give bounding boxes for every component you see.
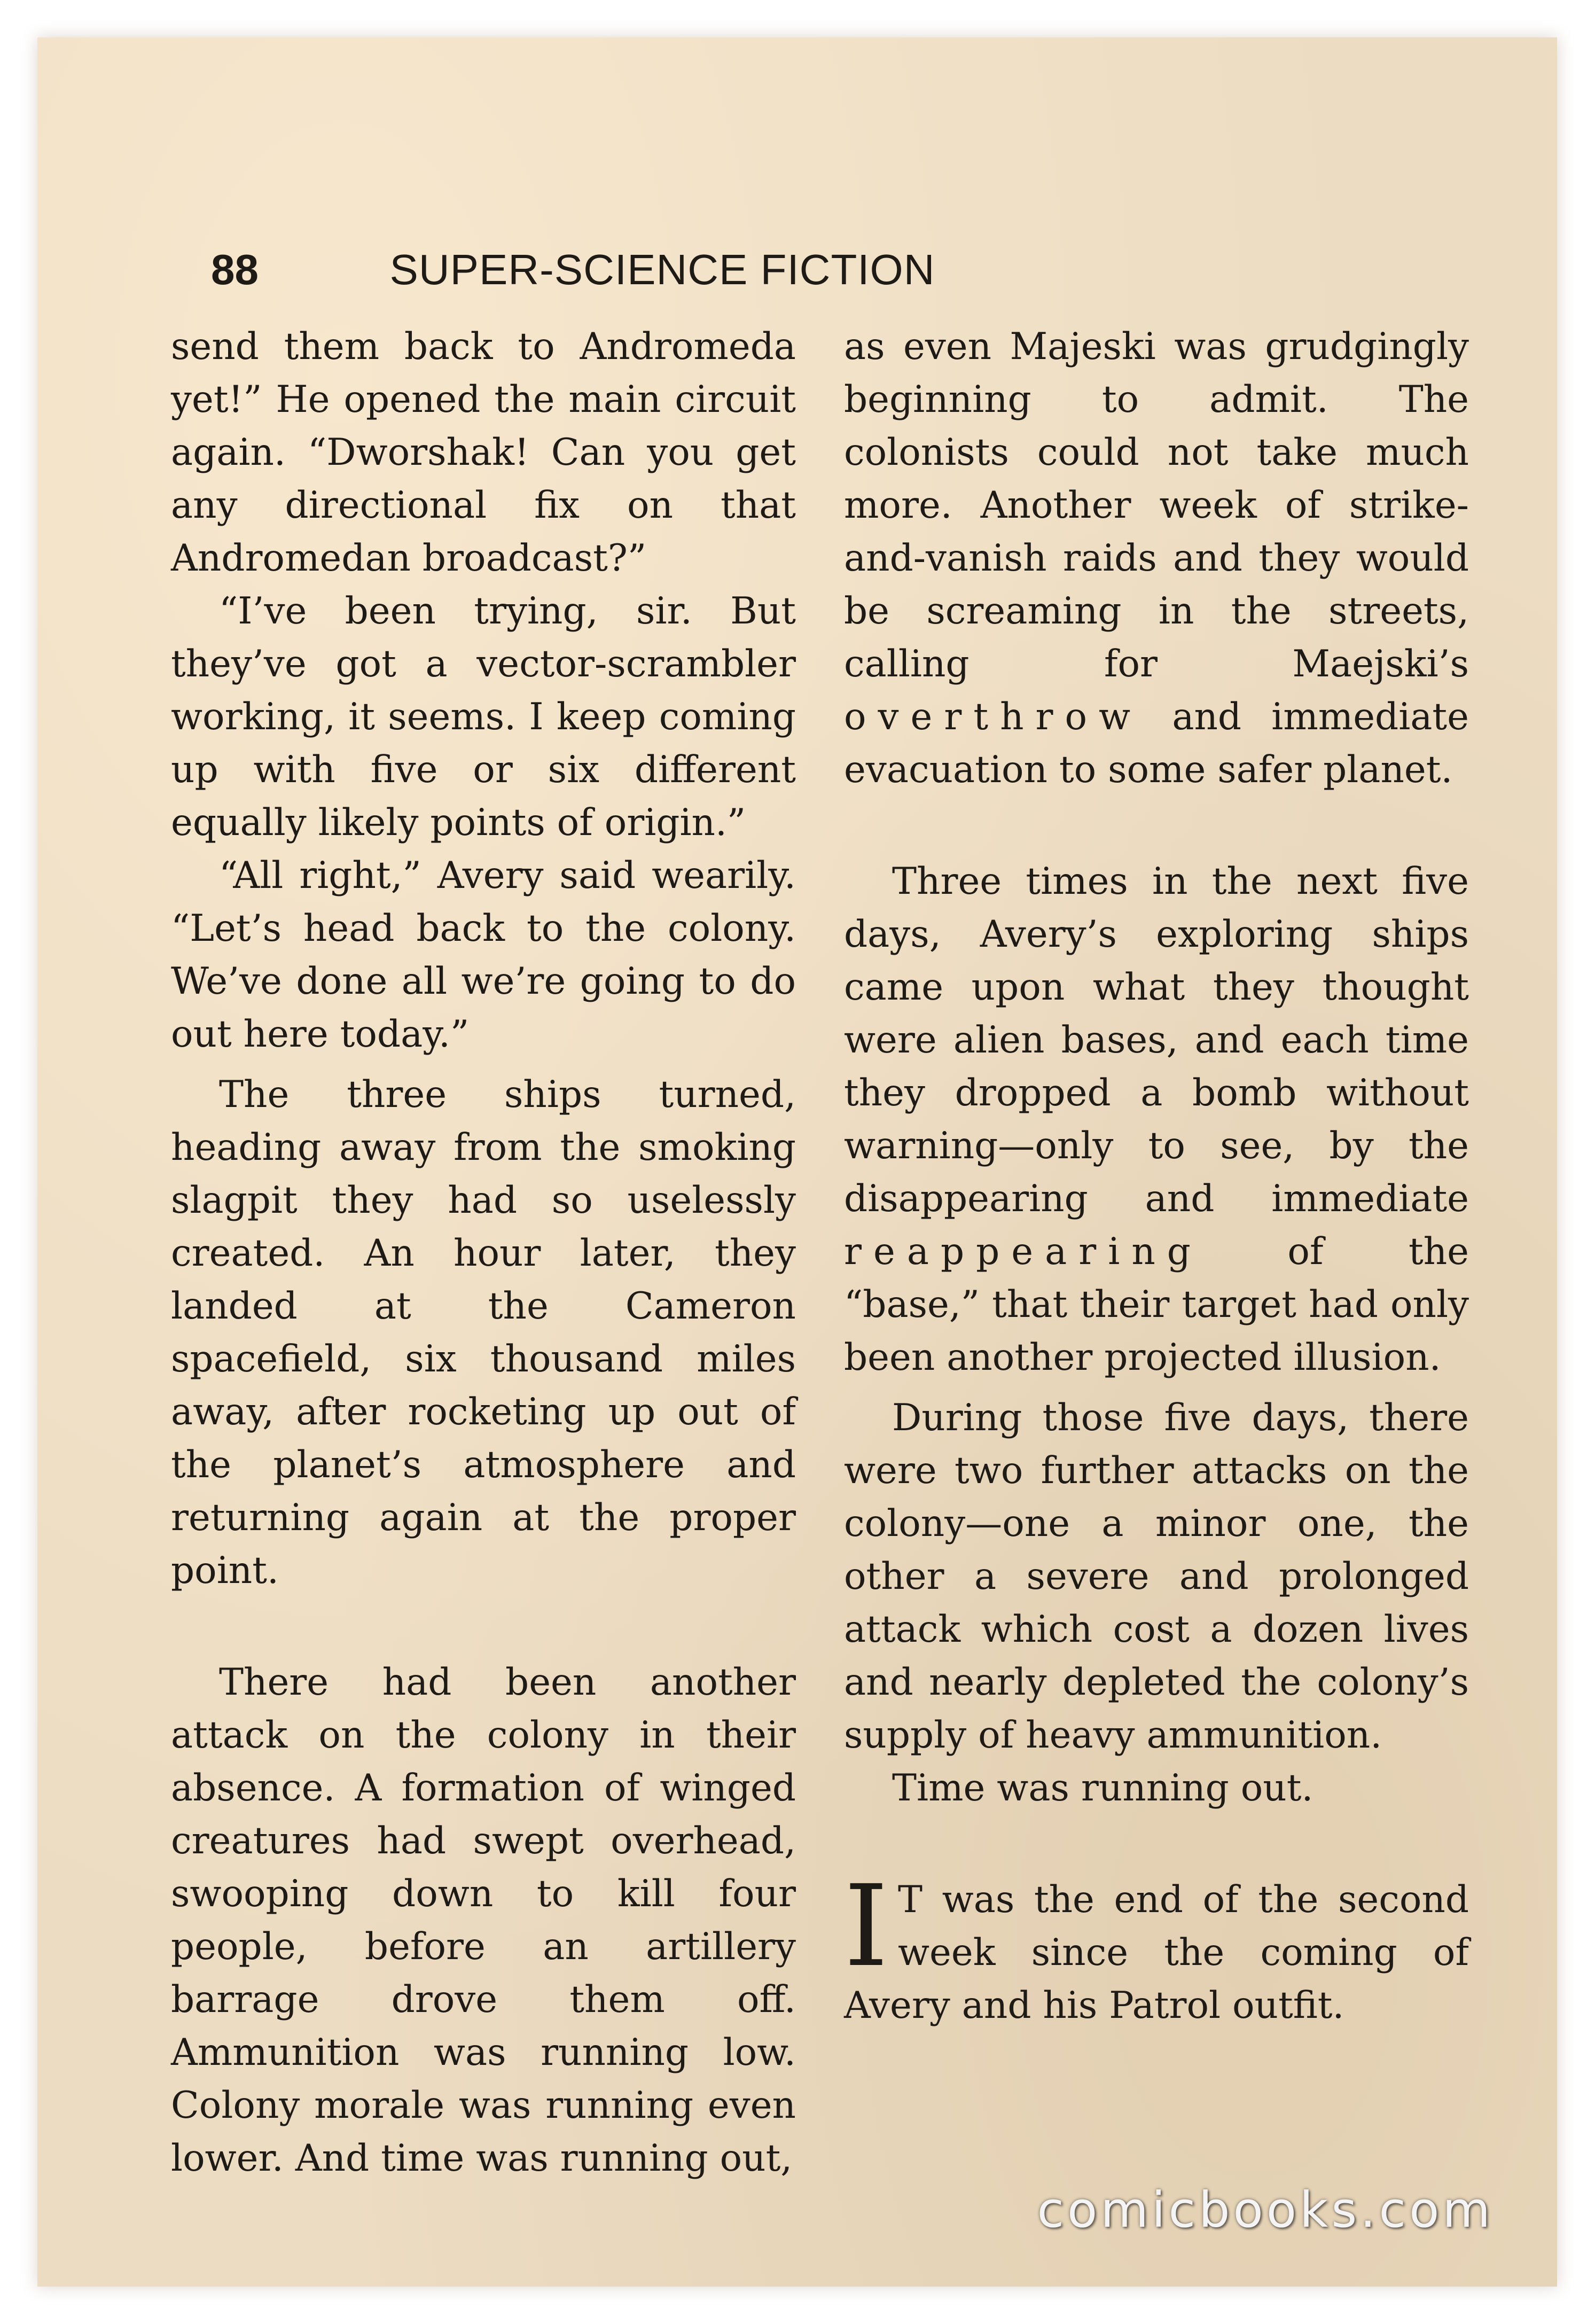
text-run: and immediate evacuation to some safer planet. bbox=[844, 696, 1469, 791]
paragraph bbox=[844, 855, 1469, 1384]
paragraph: The three ships turned, heading away from the smoking slagpit they had so uselessly created. An hour later, they landed at the Cameron spacefield, six thousand miles away, after rocketing up out of the planet’s atmosphere and returning again at the proper point. bbox=[171, 1073, 796, 1592]
right-column bbox=[844, 321, 1469, 2032]
spaced-word: reappearing bbox=[844, 1230, 1202, 1273]
text-run: of the “base,” that their target had only been another projected illusion. bbox=[844, 1230, 1469, 1379]
text-run: as even Majeski was grudgingly beginning to admit. The colonists could not take much more. Another week of strike-and-vanish raids and they would be screaming in the streets, calling for Maejski’s bbox=[844, 325, 1469, 685]
paragraph bbox=[844, 321, 1469, 797]
page-number: 88 bbox=[211, 246, 259, 293]
paragraph: During those five days, there were two further attacks on the colony—one a minor one, the other a severe and prolonged attack which cost a dozen lives and nearly depleted the colony’s supply of heavy ammunition. bbox=[844, 1397, 1469, 1757]
paragraph: “I’ve been trying, sir. But they’ve got a vector-scrambler working, it seems. I keep coming up with five or six different equally likely points of origin.” bbox=[171, 590, 796, 844]
left-column bbox=[171, 321, 796, 2185]
paragraph: send them back to Andromeda yet!” He opened the main circuit again. “Dworshak! Can you get any directional fix on that Andromedan broadcast?” bbox=[171, 325, 796, 580]
page-header bbox=[211, 243, 1114, 297]
spaced-word: overthrow bbox=[844, 696, 1143, 738]
paragraph: Time was running out. bbox=[892, 1767, 1313, 1810]
running-title: SUPER-SCIENCE FICTION bbox=[389, 246, 935, 293]
drop-cap: I bbox=[844, 1861, 888, 1992]
watermark: comicbooks.com bbox=[1037, 2181, 1494, 2239]
paragraph: “All right,” Avery said wearily. “Let’s head back to the colony. We’ve done all we’re going to do out here today.” bbox=[171, 854, 796, 1056]
paragraph bbox=[844, 1861, 1469, 2032]
text-run: Three times in the next five days, Avery’s exploring ships came upon what they thought were alien bases, and each time they dropped a bomb without warning—only to see, by the disappearing and immediate bbox=[844, 860, 1469, 1220]
magazine-page bbox=[37, 37, 1557, 2287]
paragraph: There had been another attack on the colony in their absence. A formation of winged creatures had swept overhead, swooping down to kill four people, before an artillery barrage drove them off. Ammunition was running low. Colony morale was running even lower. And time was running out, bbox=[171, 1661, 796, 2180]
text-run: T was the end of the second week since the coming of Avery and his Patrol outfit. bbox=[844, 1878, 1469, 2027]
